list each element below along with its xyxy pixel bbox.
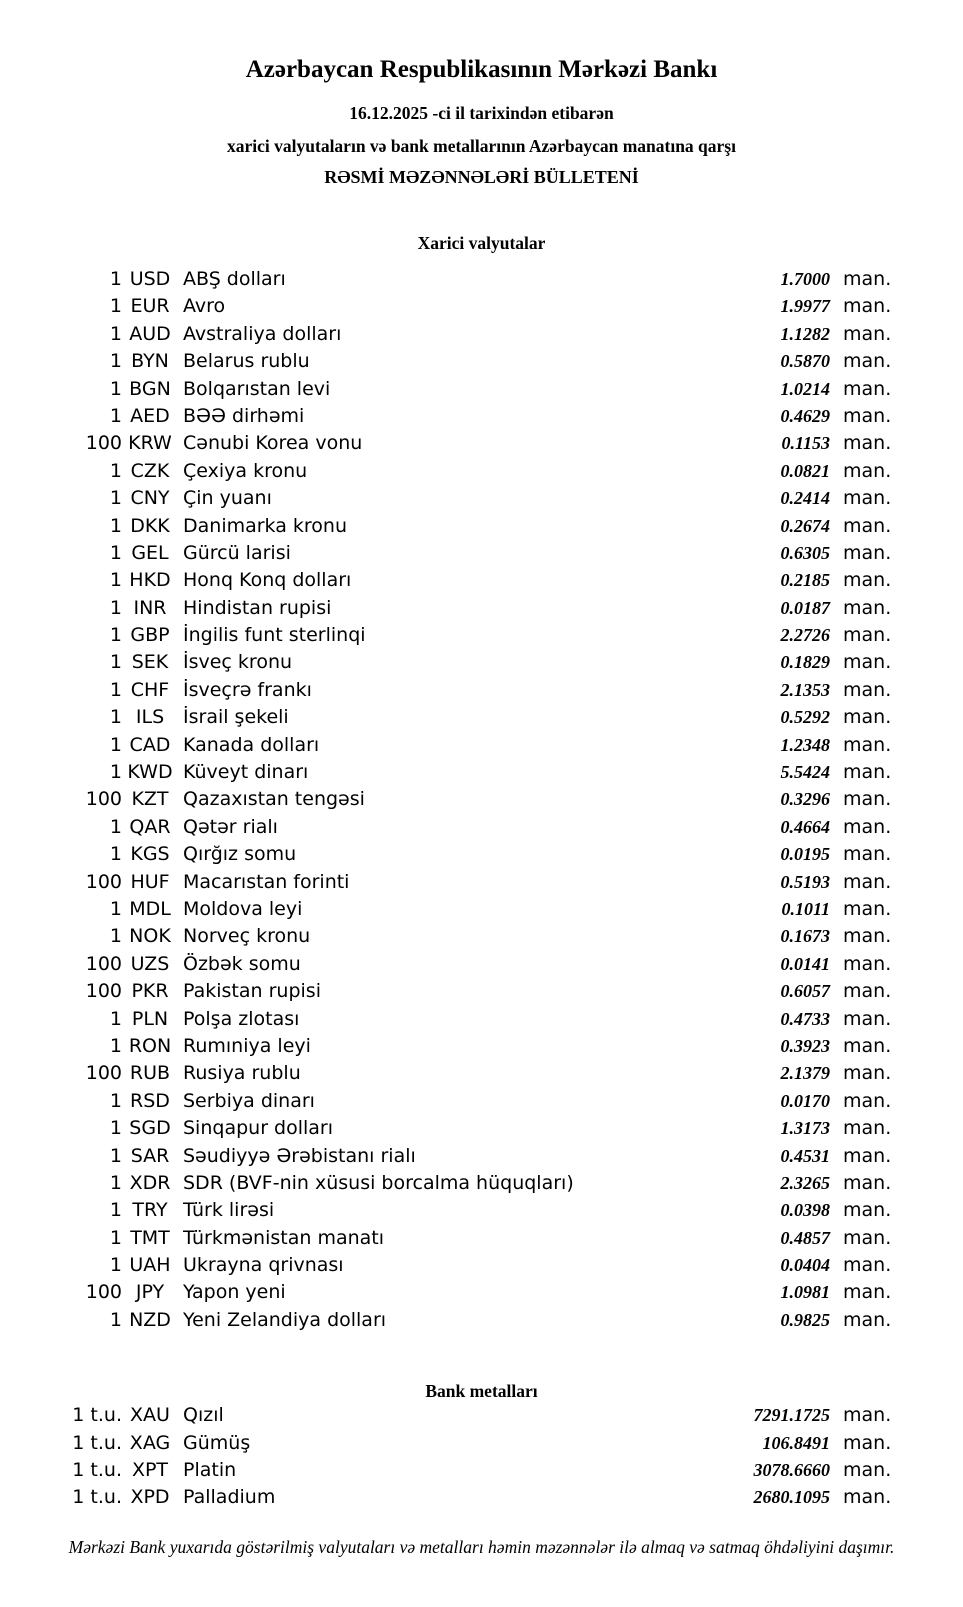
- rate-unit-label: man.: [843, 1226, 892, 1249]
- rate-unit-label: man.: [843, 761, 892, 784]
- currency-name: Qətər rialı: [183, 815, 278, 838]
- currency-name: Qızıl: [183, 1404, 224, 1427]
- currency-code: HUF: [130, 870, 170, 893]
- rate-value: 0.4857: [780, 1227, 830, 1248]
- table-row: [0, 458, 963, 485]
- currency-code: ILS: [135, 706, 165, 729]
- rate-value: 0.0170: [780, 1090, 830, 1111]
- effective-date-line: 16.12.2025 -ci il tarixindən etibarən: [349, 103, 614, 123]
- currency-code: UAH: [129, 1254, 171, 1277]
- quantity-value: 1 t.u.: [72, 1459, 122, 1482]
- currency-name: BƏƏ dirhəmi: [183, 404, 305, 427]
- rate-unit-label: man.: [843, 514, 892, 537]
- currency-code: AUD: [129, 322, 171, 345]
- table-row: [0, 1484, 963, 1511]
- table-row: [0, 567, 963, 594]
- currency-code: XDR: [129, 1171, 171, 1194]
- table-row: [0, 786, 963, 813]
- currency-name: Kanada dolları: [183, 733, 320, 756]
- currency-name: İsrail şekeli: [183, 706, 289, 729]
- currency-code: KRW: [128, 432, 172, 455]
- table-row: [0, 1197, 963, 1224]
- quantity-value: 1: [109, 678, 122, 701]
- table-row: [0, 540, 963, 567]
- quantity-value: 1 t.u.: [72, 1486, 122, 1509]
- rate-value: 0.2674: [780, 515, 830, 536]
- currency-name: Polşa zlotası: [183, 1007, 300, 1030]
- bulletin-title: RƏSMİ MƏZƏNNƏLƏRİ BÜLLETENİ: [324, 167, 639, 187]
- quantity-value: 1: [109, 541, 122, 564]
- currency-name: Qırğız somu: [183, 843, 297, 866]
- currency-code: GBP: [130, 624, 170, 647]
- currency-code: HKD: [129, 569, 171, 592]
- rate-value: 0.5292: [780, 707, 830, 728]
- table-row: [0, 869, 963, 896]
- currency-name: Çin yuanı: [183, 487, 272, 510]
- rate-unit-label: man.: [843, 1459, 892, 1482]
- quantity-value: 100: [85, 1062, 122, 1085]
- currency-code: CHF: [130, 678, 170, 701]
- currency-name: Yapon yeni: [183, 1281, 286, 1304]
- rate-unit-label: man.: [843, 432, 892, 455]
- bulletin-header: [0, 0, 963, 189]
- quantity-value: 1: [109, 295, 122, 318]
- table-row: [0, 321, 963, 348]
- currency-name: Norveç kronu: [183, 925, 311, 948]
- metals-table: [0, 1402, 963, 1512]
- currency-name: Avstraliya dolları: [183, 322, 342, 345]
- currency-name: Macarıstan forinti: [183, 870, 350, 893]
- rate-value: 0.5193: [780, 871, 830, 892]
- currency-code: INR: [133, 596, 167, 619]
- quantity-value: 1: [109, 815, 122, 838]
- rate-unit-label: man.: [843, 569, 892, 592]
- rate-unit-label: man.: [843, 980, 892, 1003]
- rate-value: 0.3296: [780, 789, 830, 810]
- table-row: [0, 513, 963, 540]
- quantity-value: 1: [109, 1254, 122, 1277]
- currency-code: BGN: [129, 377, 171, 400]
- currency-code: TRY: [132, 1199, 168, 1222]
- currency-name: Gürcü larisi: [183, 541, 291, 564]
- rate-unit-label: man.: [843, 706, 892, 729]
- rate-value: 0.4531: [780, 1145, 830, 1166]
- currency-code: XAG: [129, 1431, 171, 1454]
- currency-code: JPY: [135, 1281, 165, 1304]
- rate-value: 0.6305: [780, 542, 830, 563]
- rate-unit-label: man.: [843, 815, 892, 838]
- table-row: [0, 293, 963, 320]
- currency-name: Rusiya rublu: [183, 1062, 301, 1085]
- rate-value: 0.0398: [780, 1200, 830, 1221]
- quantity-value: 1: [109, 1226, 122, 1249]
- quantity-value: 1: [109, 377, 122, 400]
- currency-name: ABŞ dolları: [183, 268, 286, 290]
- table-row: [0, 1170, 963, 1197]
- table-row: [0, 677, 963, 704]
- rate-unit-label: man.: [843, 843, 892, 866]
- rate-unit-label: man.: [843, 350, 892, 373]
- quantity-value: 1: [109, 843, 122, 866]
- quantity-value: 1: [109, 487, 122, 510]
- quantity-value: 1: [109, 733, 122, 756]
- rate-unit-label: man.: [843, 870, 892, 893]
- quantity-value: 1 t.u.: [72, 1431, 122, 1454]
- table-row: [0, 923, 963, 950]
- table-row: [0, 266, 963, 293]
- quantity-value: 1: [109, 459, 122, 482]
- quantity-value: 1: [109, 624, 122, 647]
- quantity-value: 1: [109, 1144, 122, 1167]
- quantity-value: 1 t.u.: [72, 1404, 122, 1427]
- currency-code: NZD: [129, 1308, 171, 1331]
- table-row: [0, 1115, 963, 1142]
- rate-unit-label: man.: [843, 1144, 892, 1167]
- table-row: [0, 841, 963, 868]
- currency-code: CAD: [129, 733, 171, 756]
- currency-name: Sinqapur dolları: [183, 1117, 334, 1140]
- currency-name: Hindistan rupisi: [183, 596, 332, 619]
- rate-unit-label: man.: [843, 295, 892, 318]
- currency-code: SEK: [131, 651, 169, 674]
- rate-value: 2.1379: [780, 1063, 830, 1084]
- quantity-value: 100: [85, 788, 122, 811]
- rate-unit-label: man.: [843, 541, 892, 564]
- currency-code: KWD: [127, 761, 173, 784]
- currency-table: [0, 266, 963, 1334]
- currency-code: USD: [129, 268, 171, 290]
- quantity-value: 1: [109, 897, 122, 920]
- rate-value: 1.9977: [780, 296, 830, 317]
- quantity-value: 1: [109, 761, 122, 784]
- currency-name: Pakistan rupisi: [183, 980, 321, 1003]
- rate-value: 2.1353: [780, 679, 830, 700]
- currency-name: İsveç kronu: [183, 651, 293, 674]
- currency-name: Ukrayna qrivnası: [183, 1254, 344, 1277]
- rate-unit-label: man.: [843, 1117, 892, 1140]
- currency-code: QAR: [129, 815, 171, 838]
- currency-name: Səudiyyə Ərəbistanı rialı: [183, 1144, 416, 1167]
- rate-value: 0.4733: [780, 1008, 830, 1029]
- rate-value: 1.0981: [780, 1282, 830, 1303]
- rate-value: 2.3265: [780, 1172, 830, 1193]
- quantity-value: 1: [109, 651, 122, 674]
- rate-value: 0.4664: [780, 816, 830, 837]
- rate-value: 1.3173: [780, 1118, 830, 1139]
- currency-name: Danimarka kronu: [183, 514, 348, 537]
- currency-name: Cənubi Korea vonu: [183, 432, 363, 455]
- currency-code: TMT: [130, 1226, 170, 1249]
- quantity-value: 1: [109, 1199, 122, 1222]
- currency-code: RSD: [130, 1089, 170, 1112]
- rate-value: 1.7000: [780, 269, 830, 289]
- rate-value: 0.0195: [780, 844, 830, 865]
- rate-unit-label: man.: [843, 733, 892, 756]
- quantity-value: 1: [109, 404, 122, 427]
- rate-value: 5.5424: [780, 762, 830, 783]
- currency-name: Belarus rublu: [183, 350, 310, 373]
- currency-name: SDR (BVF-nin xüsusi borcalma hüquqları): [183, 1171, 574, 1194]
- rate-unit-label: man.: [843, 624, 892, 647]
- rate-value: 0.3923: [780, 1035, 830, 1056]
- rate-unit-label: man.: [843, 322, 892, 345]
- table-row: [0, 403, 963, 430]
- table-row: [0, 485, 963, 512]
- rate-unit-label: man.: [843, 1171, 892, 1194]
- quantity-value: 1: [109, 1308, 122, 1331]
- rate-value: 0.1153: [781, 433, 830, 454]
- table-row: [0, 1307, 963, 1334]
- rate-unit-label: man.: [843, 459, 892, 482]
- currency-code: EUR: [130, 295, 170, 318]
- rate-value: 0.0141: [780, 953, 830, 974]
- rate-unit-label: man.: [843, 1034, 892, 1057]
- table-row: [0, 1457, 963, 1484]
- rate-unit-label: man.: [843, 1007, 892, 1030]
- table-row: [0, 1430, 963, 1457]
- currency-name: Gümüş: [183, 1431, 251, 1454]
- currency-code: NOK: [129, 925, 171, 948]
- rate-unit-label: man.: [843, 268, 892, 290]
- currency-code: CNY: [130, 487, 170, 510]
- currency-code: XPT: [131, 1459, 169, 1482]
- rate-unit-label: man.: [843, 596, 892, 619]
- table-row: [0, 896, 963, 923]
- currency-code: CZK: [130, 459, 170, 482]
- quantity-value: 1: [109, 596, 122, 619]
- rate-unit-label: man.: [843, 1431, 892, 1454]
- currency-code: PKR: [131, 980, 169, 1003]
- table-row: [0, 348, 963, 375]
- rate-unit-label: man.: [843, 404, 892, 427]
- currency-code: MDL: [129, 897, 171, 920]
- rate-value: 0.0187: [780, 597, 830, 618]
- table-row: [0, 1006, 963, 1033]
- rate-unit-label: man.: [843, 1254, 892, 1277]
- table-row: [0, 1033, 963, 1060]
- rate-value: 0.4629: [780, 405, 830, 426]
- rate-value: 0.5870: [780, 351, 830, 372]
- table-row: [0, 595, 963, 622]
- rate-value: 3078.6660: [753, 1460, 830, 1481]
- quantity-value: 1: [109, 925, 122, 948]
- table-row: [0, 759, 963, 786]
- currency-name: Palladium: [183, 1486, 276, 1509]
- table-row: [0, 814, 963, 841]
- quantity-value: 100: [85, 952, 122, 975]
- table-row: [0, 732, 963, 759]
- currency-code: RUB: [129, 1062, 171, 1085]
- table-row: [0, 1088, 963, 1115]
- table-row: [0, 1252, 963, 1279]
- quantity-value: 100: [85, 870, 122, 893]
- disclaimer-text: Mərkəzi Bank yuxarıda göstərilmiş valyutaları və metalları həmin məzənnələr ilə almaq və satmaq öhdəliyini daşımır.: [68, 1536, 895, 1557]
- rate-value: 0.6057: [780, 981, 830, 1002]
- quantity-value: 100: [85, 432, 122, 455]
- rate-value: 0.2185: [780, 570, 830, 591]
- table-row: [0, 622, 963, 649]
- quantity-value: 1: [109, 569, 122, 592]
- currency-code: BYN: [131, 350, 169, 373]
- rate-unit-label: man.: [843, 1308, 892, 1331]
- rate-value: 0.0821: [780, 460, 830, 481]
- table-row: [0, 376, 963, 403]
- currency-name: Honq Konq dolları: [183, 569, 352, 592]
- currency-code: KGS: [130, 843, 170, 866]
- currency-name: Yeni Zelandiya dolları: [183, 1308, 387, 1331]
- rate-unit-label: man.: [843, 788, 892, 811]
- quantity-value: 1: [109, 1171, 122, 1194]
- quantity-value: 1: [109, 1117, 122, 1140]
- currency-code: UZS: [130, 952, 170, 975]
- quantity-value: 100: [85, 1281, 122, 1304]
- table-row: [0, 649, 963, 676]
- rate-value: 2680.1095: [753, 1487, 830, 1508]
- rate-value: 1.1282: [780, 323, 830, 344]
- rate-value: 1.2348: [780, 734, 830, 755]
- quantity-value: 100: [85, 980, 122, 1003]
- currency-code: GEL: [131, 541, 169, 564]
- currency-code: AED: [130, 404, 170, 427]
- rate-unit-label: man.: [843, 897, 892, 920]
- rate-value: 0.1829: [780, 652, 830, 673]
- currency-code: XPD: [130, 1486, 170, 1509]
- currency-code: PLN: [131, 1007, 169, 1030]
- currency-name: Avro: [183, 295, 226, 318]
- rate-unit-label: man.: [843, 1486, 892, 1509]
- rate-unit-label: man.: [843, 1089, 892, 1112]
- rate-value: 1.0214: [780, 378, 830, 399]
- rate-unit-label: man.: [843, 1199, 892, 1222]
- quantity-value: 1: [109, 322, 122, 345]
- rate-unit-label: man.: [843, 1404, 892, 1427]
- rate-value: 106.8491: [762, 1432, 830, 1453]
- rate-value: 2.2726: [780, 625, 830, 646]
- currency-name: Bolqarıstan levi: [183, 377, 331, 400]
- quantity-value: 1: [109, 1089, 122, 1112]
- quantity-value: 1: [109, 350, 122, 373]
- table-row: [0, 1060, 963, 1087]
- rate-unit-label: man.: [843, 651, 892, 674]
- rate-value: 0.1011: [781, 898, 830, 919]
- currency-name: Özbək somu: [183, 952, 301, 975]
- rate-value: 7291.1725: [753, 1405, 830, 1426]
- quantity-value: 1: [109, 1034, 122, 1057]
- currency-name: Çexiya kronu: [183, 459, 308, 482]
- currency-code: RON: [128, 1034, 172, 1057]
- bank-title: Azərbaycan Respublikasının Mərkəzi Bankı: [245, 56, 718, 83]
- rate-unit-label: man.: [843, 1281, 892, 1304]
- currency-name: Rumıniya leyi: [183, 1034, 311, 1057]
- table-row: [0, 430, 963, 457]
- currency-name: Moldova leyi: [183, 897, 303, 920]
- rate-unit-label: man.: [843, 377, 892, 400]
- quantity-value: 1: [109, 514, 122, 537]
- currency-name: Türkmənistan manatı: [183, 1226, 385, 1249]
- table-row: [0, 978, 963, 1005]
- currency-code: XAU: [130, 1404, 170, 1427]
- metals-section-title: Bank metalları: [425, 1381, 538, 1402]
- currency-code: SAR: [130, 1144, 170, 1167]
- currency-name: Serbiya dinarı: [183, 1089, 315, 1112]
- rate-unit-label: man.: [843, 678, 892, 701]
- rate-value: 0.2414: [780, 488, 830, 509]
- table-row: [0, 951, 963, 978]
- table-row: [0, 1225, 963, 1252]
- currency-name: İsveçrə frankı: [183, 678, 312, 701]
- rate-unit-label: man.: [843, 1062, 892, 1085]
- currency-name: İngilis funt sterlinqi: [183, 624, 366, 647]
- rate-value: 0.1673: [780, 926, 830, 947]
- currency-name: Türk lirəsi: [183, 1199, 275, 1222]
- rate-unit-label: man.: [843, 487, 892, 510]
- currency-code: DKK: [130, 514, 170, 537]
- table-row: [0, 1402, 963, 1429]
- header-subtitle: xarici valyutaların və bank metallarının Azərbaycan manatına qarşı: [227, 136, 736, 156]
- quantity-value: 1: [109, 1007, 122, 1030]
- currencies-section-title: Xarici valyutalar: [417, 233, 546, 253]
- currency-name: Qazaxıstan tengəsi: [183, 788, 365, 811]
- currency-code: SGD: [129, 1117, 171, 1140]
- currency-name: Platin: [183, 1459, 237, 1482]
- rate-value: 0.9825: [780, 1309, 830, 1330]
- table-row: [0, 1143, 963, 1170]
- currency-name: Küveyt dinarı: [183, 761, 309, 784]
- currency-code: KZT: [131, 788, 169, 811]
- rate-unit-label: man.: [843, 952, 892, 975]
- table-row: [0, 704, 963, 731]
- rate-value: 0.0404: [780, 1255, 830, 1276]
- quantity-value: 1: [109, 706, 122, 729]
- table-row: [0, 1279, 963, 1306]
- quantity-value: 1: [109, 268, 122, 290]
- rate-unit-label: man.: [843, 925, 892, 948]
